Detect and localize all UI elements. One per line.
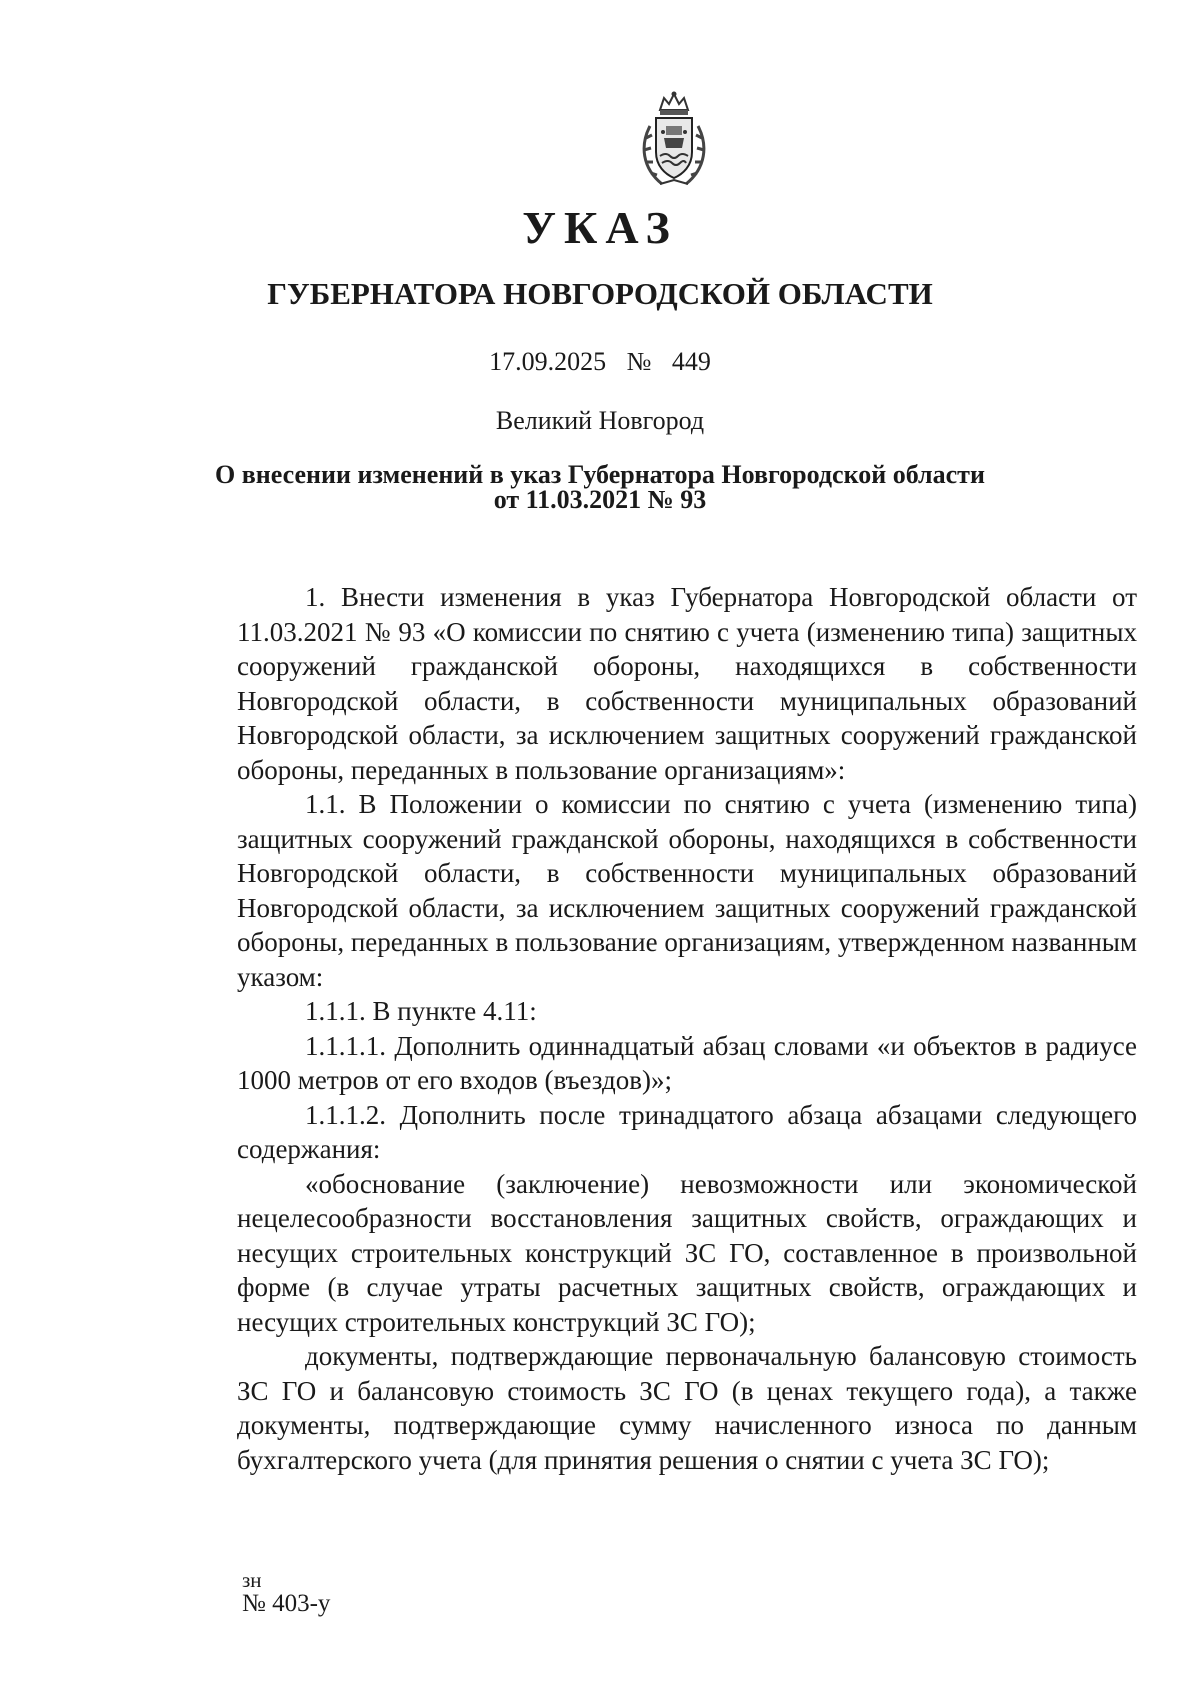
number-sign: № — [626, 347, 652, 376]
paragraph: 1.1.1.2. Дополнить после тринадцатого абзаца абзацами следующего содержания: — [237, 1099, 1137, 1164]
footer-initials: зн — [242, 1568, 262, 1592]
document-issuer: ГУБЕРНАТОРА НОВГОРОДСКОЙ ОБЛАСТИ — [267, 276, 933, 311]
subject-line-1: О внесении изменений в указ Губернатора Новгородской области — [215, 460, 985, 489]
paragraph: 1. Внести изменения в указ Губернатора Новгородской области от 11.03.2021 № 93 «О комиссии по снятию с учета (изменению типа) защитных сооружений гражданской обороны, находящихся в собственности Новгородской области, в собственности муниципальных образований Новгородской области, за исключением защитных сооружений гражданской обороны, переданных в пользование организациям»: — [237, 582, 1137, 785]
document-title: УКАЗ — [522, 202, 678, 253]
document-body — [237, 580, 1137, 1477]
novgorod-coat-of-arms-icon — [636, 90, 712, 190]
document-number: 449 — [671, 347, 711, 376]
document-date: 17.09.2025 — [489, 347, 607, 376]
document-subject — [0, 462, 1200, 512]
footer-note — [242, 1568, 330, 1616]
document-place: Великий Новгород — [495, 406, 705, 435]
paragraph: 1.1.1.1. Дополнить одиннадцатый абзац словами «и объектов в радиусе 1000 метров от его входов (въездов)»; — [237, 1030, 1137, 1095]
paragraph: 1.1.1. В пункте 4.11: — [305, 996, 537, 1026]
subject-line-2: от 11.03.2021 № 93 — [493, 485, 707, 514]
paragraph: «обоснование (заключение) невозможности или экономической нецелесообразности восстановления защитных свойств, ограждающих и несущих строительных конструкций ЗС ГО, составленное в произвольной форме (в случае утраты расчетных защитных свойств, ограждающих и несущих строительных конструкций ЗС ГО); — [237, 1168, 1137, 1337]
paragraph: документы, подтверждающие первоначальную балансовую стоимость ЗС ГО и балансовую стоимость ЗС ГО (в ценах текущего года), а также документы, подтверждающие сумму начисленного износа по данным бухгалтерского учета (для принятия решения о снятии с учета ЗС ГО); — [237, 1341, 1137, 1475]
date-number-line — [0, 349, 1200, 375]
paragraph: 1.1. В Положении о комиссии по снятию с учета (изменению типа) защитных сооружений гражданской обороны, находящихся в собственности Новгородской области, в собственности муниципальных образований Новгородской области, за исключением защитных сооружений гражданской обороны, переданных в пользование организациям, утвержденном названным указом: — [237, 789, 1137, 992]
footer-reg-number: № 403-у — [242, 1590, 331, 1617]
